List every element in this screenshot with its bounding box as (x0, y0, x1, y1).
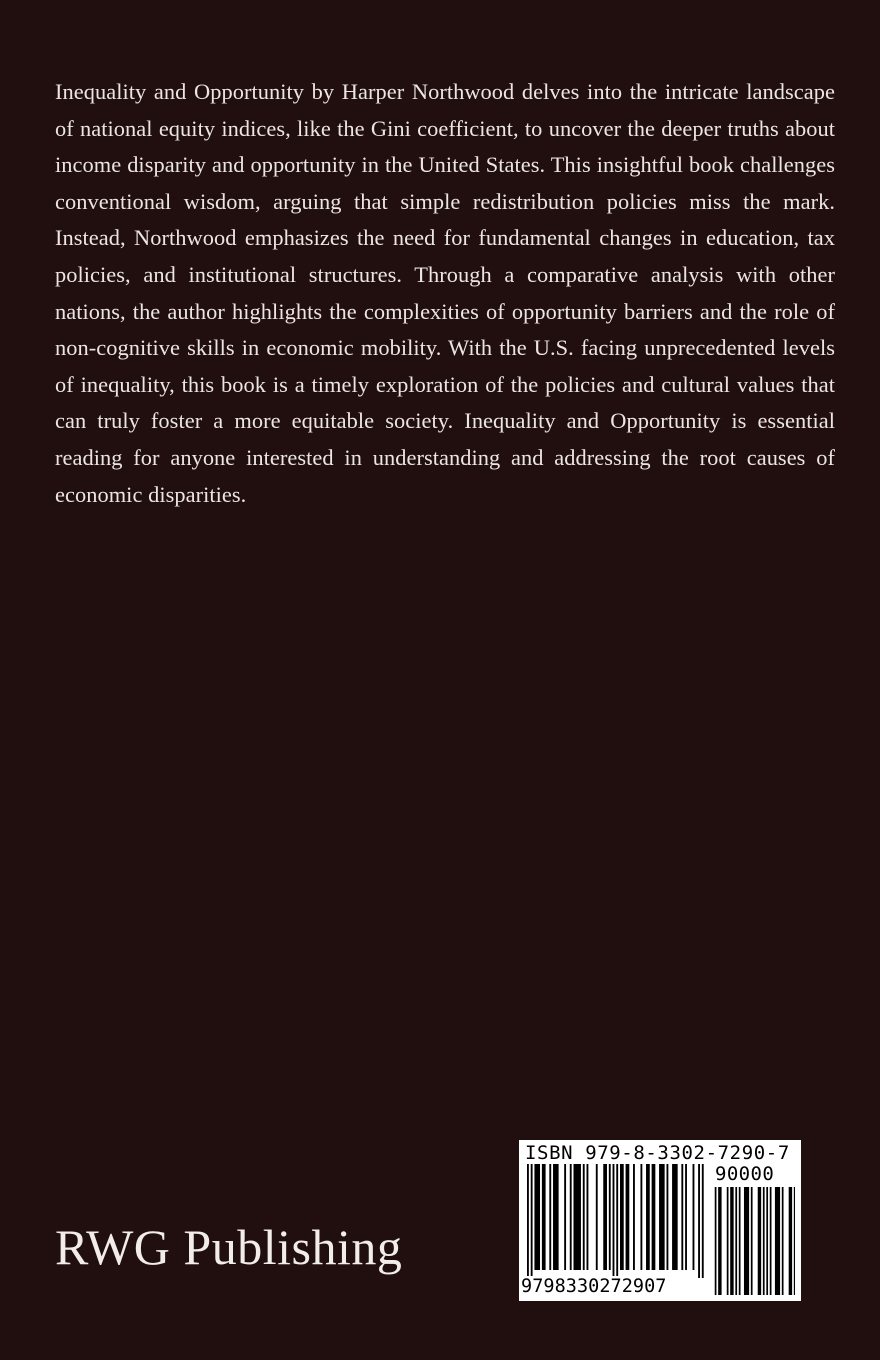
barcode-bar (646, 1164, 650, 1270)
addon-bar (744, 1187, 749, 1295)
isbn-label: ISBN 979-8-3302-7290-7 (525, 1142, 790, 1164)
barcode-bar (702, 1164, 704, 1278)
barcode-bar (613, 1164, 615, 1278)
barcode-bar (698, 1164, 700, 1278)
barcode-bar (626, 1164, 630, 1270)
barcode-bar (640, 1164, 642, 1270)
book-description: Inequality and Opportunity by Harper Northwood delves into the intricate landscape of national equity indices, like the Gini coefficient, to uncover the deeper truths about income disparity and opportunity in the United States. This insightful book challenges conventional wisdom, arguing that simple redistribution policies miss the mark. Instead, Northwood emphasizes the need for fundamental changes in education, tax policies, and institutional structures. Through a comparative analysis with other nations, the author highlights the complexities of opportunity barriers and the role of non-cognitive skills in economic mobility. With the U.S. facing unprecedented levels of inequality, this book is a timely exploration of the policies and cultural values that can truly foster a more equitable society. Inequality and Opportunity is essential reading for anyone interested in understanding and addressing the root causes of economic disparities. (55, 79, 835, 507)
barcode-bar (667, 1164, 669, 1270)
addon-bar (758, 1187, 761, 1295)
addon-bar (775, 1187, 780, 1295)
barcode-bar (659, 1164, 665, 1270)
barcode-bar (603, 1164, 607, 1270)
addon-bar (730, 1187, 733, 1295)
barcode-bar (616, 1164, 618, 1278)
barcode-bar (549, 1164, 551, 1270)
barcode-bar (596, 1164, 598, 1270)
ean13-bars (527, 1164, 707, 1278)
addon-bar (789, 1187, 792, 1295)
addon-bar (782, 1187, 784, 1295)
addon-bar (718, 1187, 721, 1295)
addon-bar (770, 1187, 772, 1295)
barcode-bar (534, 1164, 540, 1270)
barcode-bar (672, 1164, 678, 1270)
addon-bar (763, 1187, 765, 1295)
barcode-bar (531, 1164, 533, 1278)
barcode-bar (609, 1164, 611, 1270)
addon-bar (751, 1187, 753, 1295)
barcode-bar (685, 1164, 687, 1270)
barcode-bar (574, 1164, 581, 1270)
barcode-bar (693, 1164, 695, 1270)
barcode-bar (652, 1164, 656, 1270)
barcode-bar (620, 1164, 624, 1270)
barcode-bar (633, 1164, 635, 1270)
barcode-bar (553, 1164, 559, 1270)
addon-bar (735, 1187, 737, 1295)
addon-bars (713, 1187, 795, 1295)
barcode-bar (583, 1164, 585, 1270)
addon-bar (727, 1187, 729, 1295)
barcode-bar (570, 1164, 572, 1270)
addon-bar (715, 1187, 717, 1295)
barcode-bar (527, 1164, 529, 1278)
ean-digits: 9798330272907 (521, 1276, 697, 1298)
barcode-bar (587, 1164, 589, 1270)
isbn-barcode (519, 1140, 801, 1301)
publisher-name: RWG Publishing (55, 1219, 403, 1275)
barcode-bar (542, 1164, 546, 1270)
barcode-bar (681, 1164, 683, 1270)
addon-bar (766, 1187, 768, 1295)
barcode-bar (564, 1164, 566, 1270)
addon-bar (794, 1187, 795, 1295)
addon-bar (739, 1187, 741, 1295)
price-code: 90000 (715, 1163, 775, 1185)
